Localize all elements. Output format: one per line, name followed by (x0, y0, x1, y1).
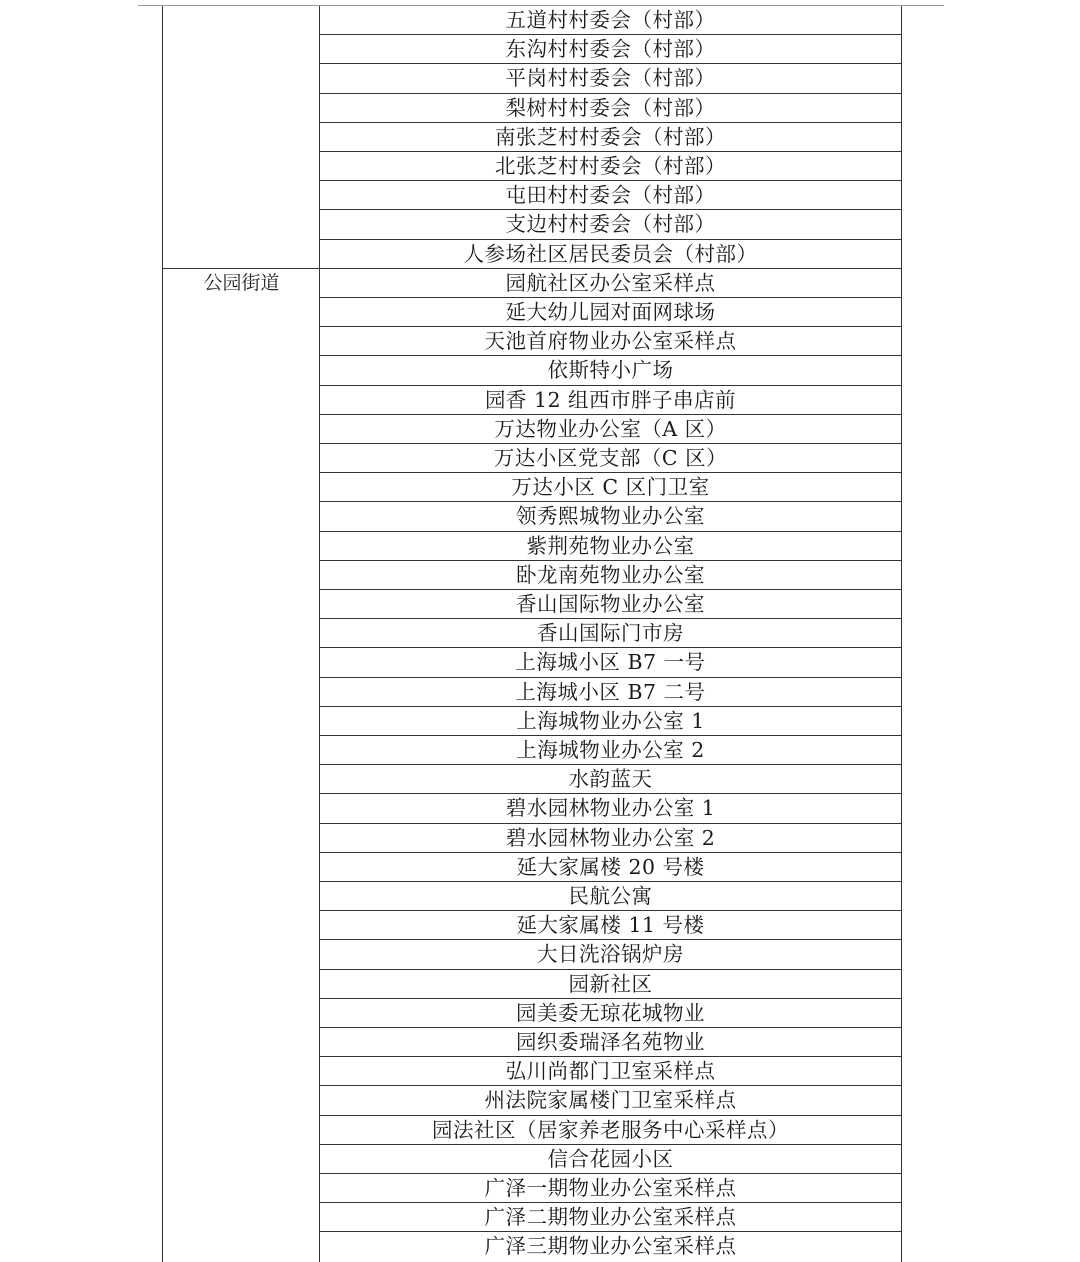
sampling-site-row: 北张芝村村委会（村部） (320, 152, 901, 181)
sampling-site-row: 延大家属楼 20 号楼 (320, 853, 901, 882)
sampling-site-row: 天池首府物业办公室采样点 (320, 327, 901, 356)
sampling-site-row: 广泽一期物业办公室采样点 (320, 1174, 901, 1203)
sampling-site-row: 卧龙南苑物业办公室 (320, 561, 901, 590)
sampling-site-row: 延大家属楼 11 号楼 (320, 911, 901, 940)
sampling-site-row: 领秀熙城物业办公室 (320, 502, 901, 531)
sampling-site-row: 平岗村村委会（村部） (320, 64, 901, 93)
sampling-site-row: 上海城小区 B7 一号 (320, 648, 901, 677)
sampling-site-row: 上海城小区 B7 二号 (320, 678, 901, 707)
sampling-site-row: 广泽二期物业办公室采样点 (320, 1203, 901, 1232)
sampling-site-row: 香山国际物业办公室 (320, 590, 901, 619)
sampling-site-row: 屯田村村委会（村部） (320, 181, 901, 210)
sampling-site-row: 园航社区办公室采样点 (320, 269, 901, 298)
sampling-site-row: 州法院家属楼门卫室采样点 (320, 1086, 901, 1115)
sampling-site-row: 大日洗浴锅炉房 (320, 940, 901, 969)
sampling-site-row: 碧水园林物业办公室 2 (320, 824, 901, 853)
sampling-site-row: 广泽三期物业办公室采样点 (484, 1234, 737, 1259)
sampling-site-row: 延大幼儿园对面网球场 (320, 298, 901, 327)
sampling-site-row: 水韵蓝天 (320, 765, 901, 794)
sampling-site-row: 园香 12 组西市胖子串店前 (320, 386, 901, 415)
sampling-site-table (162, 6, 902, 1262)
sampling-site-row: 园织委瑞泽名苑物业 (320, 1028, 901, 1057)
sampling-site-row: 上海城物业办公室 1 (320, 707, 901, 736)
sampling-site-row: 万达小区党支部（C 区） (320, 444, 901, 473)
sampling-site-row: 信合花园小区 (320, 1145, 901, 1174)
sampling-site-row: 香山国际门市房 (320, 619, 901, 648)
sampling-site-row: 梨树村村委会（村部） (320, 94, 901, 123)
sampling-site-row: 弘川尚都门卫室采样点 (320, 1057, 901, 1086)
district-cell (163, 269, 320, 1262)
sampling-site-row: 园美委无琼花城物业 (320, 999, 901, 1028)
sampling-site-row: 东沟村村委会（村部） (320, 35, 901, 64)
sampling-site-row: 园新社区 (320, 970, 901, 999)
sampling-site-row: 碧水园林物业办公室 1 (320, 794, 901, 823)
sampling-site-row: 万达物业办公室（A 区） (320, 415, 901, 444)
sampling-site-row: 南张芝村村委会（村部） (320, 123, 901, 152)
district-name: 公园街道 (203, 271, 280, 294)
sampling-site-row: 支边村村委会（村部） (320, 210, 901, 239)
sampling-site-row: 五道村村委会（村部） (320, 6, 901, 35)
sampling-site-row: 依斯特小广场 (320, 356, 901, 385)
district-cell (163, 6, 320, 269)
sampling-site-row: 紫荆苑物业办公室 (320, 532, 901, 561)
sampling-site-row: 园法社区（居家养老服务中心采样点） (320, 1116, 901, 1145)
sampling-site-row: 上海城物业办公室 2 (320, 736, 901, 765)
sampling-site-row: 民航公寓 (320, 882, 901, 911)
sampling-site-row: 人参场社区居民委员会（村部） (320, 240, 901, 269)
sampling-site-row: 万达小区 C 区门卫室 (320, 473, 901, 502)
district-name (163, 6, 320, 35)
